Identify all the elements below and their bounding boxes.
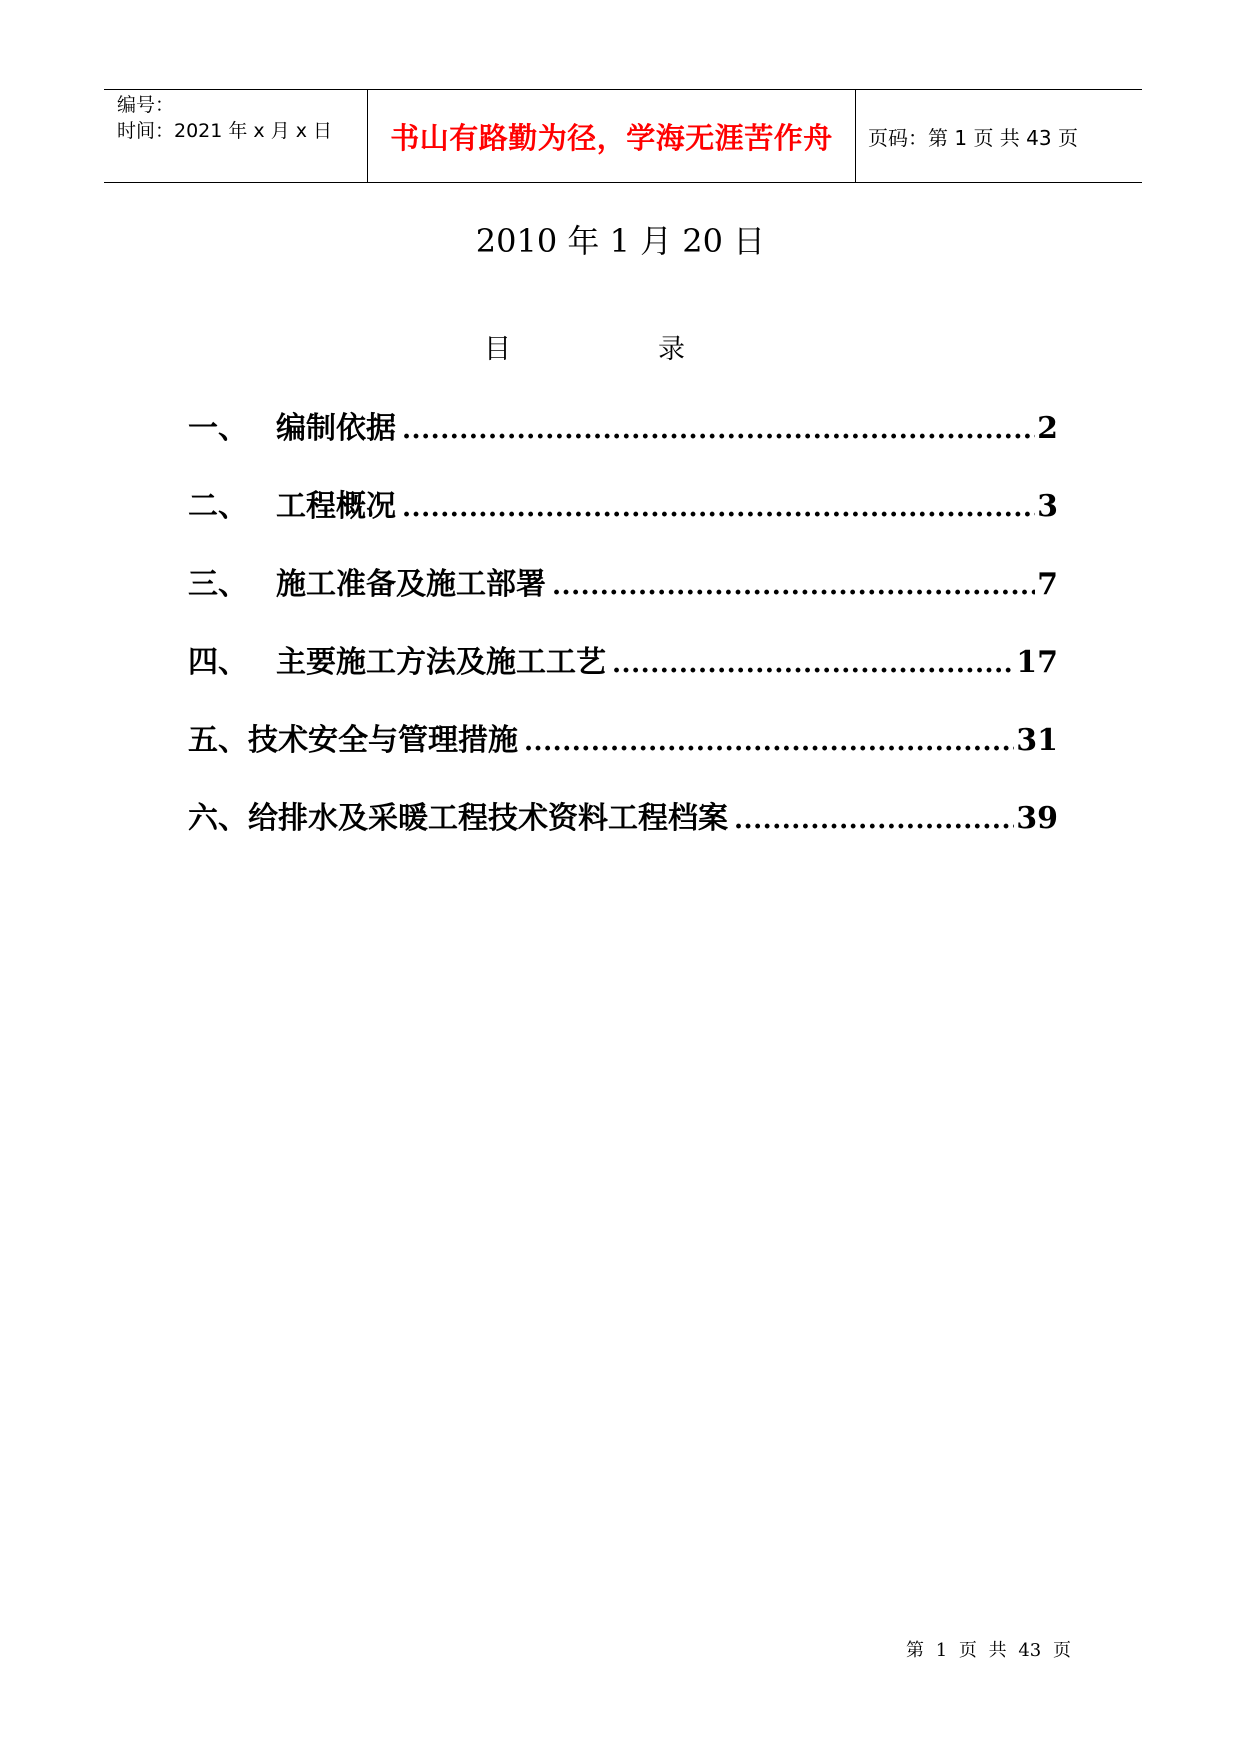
toc-title-char: 录	[658, 334, 685, 365]
toc-entry[interactable]	[188, 715, 1058, 793]
toc-title-char: 目	[484, 334, 511, 365]
toc-entry-label: 给排水及采暖工程技术资料工程档案	[248, 801, 728, 836]
toc-dot-leader	[734, 805, 1014, 835]
toc-dot-leader	[524, 727, 1014, 757]
page-code: 页码：第 1 页 共 43 页	[868, 125, 1078, 150]
toc-entry-label: 技术安全与管理措施	[248, 723, 518, 758]
toc-entry-label: 工程概况	[276, 489, 396, 524]
toc-entry[interactable]	[188, 637, 1058, 715]
time-label: 时间：2021 年 x 月 x 日	[117, 120, 333, 142]
header-page-cell	[856, 90, 1142, 182]
header-table	[104, 89, 1142, 183]
toc-dot-leader	[552, 571, 1035, 601]
toc-entry-number: 六、	[188, 801, 248, 836]
toc-title	[0, 327, 1241, 367]
toc-dot-leader	[612, 649, 1014, 679]
date-heading: 2010 年 1 月 20 日	[475, 222, 766, 260]
toc-entry-number: 一、	[188, 411, 248, 446]
toc-entry-label: 主要施工方法及施工工艺	[276, 645, 606, 680]
toc-entry-label: 施工准备及施工部署	[276, 567, 546, 602]
toc-entry[interactable]	[188, 481, 1058, 559]
toc-entry-number: 二、	[188, 489, 248, 524]
motto-text: 书山有路勤为径，学海无涯苦作舟	[390, 120, 833, 155]
toc-entry-page: 17	[1016, 645, 1058, 680]
header-info-cell	[104, 90, 368, 182]
footer-page-number: 第 1 页 共 43 页	[906, 1640, 1071, 1661]
table-of-contents	[188, 403, 1058, 871]
toc-entry-number: 四、	[188, 645, 248, 680]
toc-entry-page: 7	[1037, 567, 1058, 602]
toc-entry-number: 三、	[188, 567, 248, 602]
toc-dot-leader	[402, 415, 1035, 445]
toc-entry-label: 编制依据	[276, 411, 396, 446]
toc-entry-page: 31	[1016, 723, 1058, 758]
toc-dot-leader	[402, 493, 1035, 523]
toc-entry-number: 五、	[188, 723, 248, 758]
toc-entry-page: 39	[1016, 801, 1058, 836]
toc-entry[interactable]	[188, 793, 1058, 871]
number-label: 编号：	[117, 94, 175, 116]
toc-entry-page: 2	[1037, 411, 1058, 446]
toc-entry-page: 3	[1037, 489, 1058, 524]
header-motto-cell	[368, 90, 856, 182]
toc-entry[interactable]	[188, 559, 1058, 637]
toc-entry[interactable]	[188, 403, 1058, 481]
